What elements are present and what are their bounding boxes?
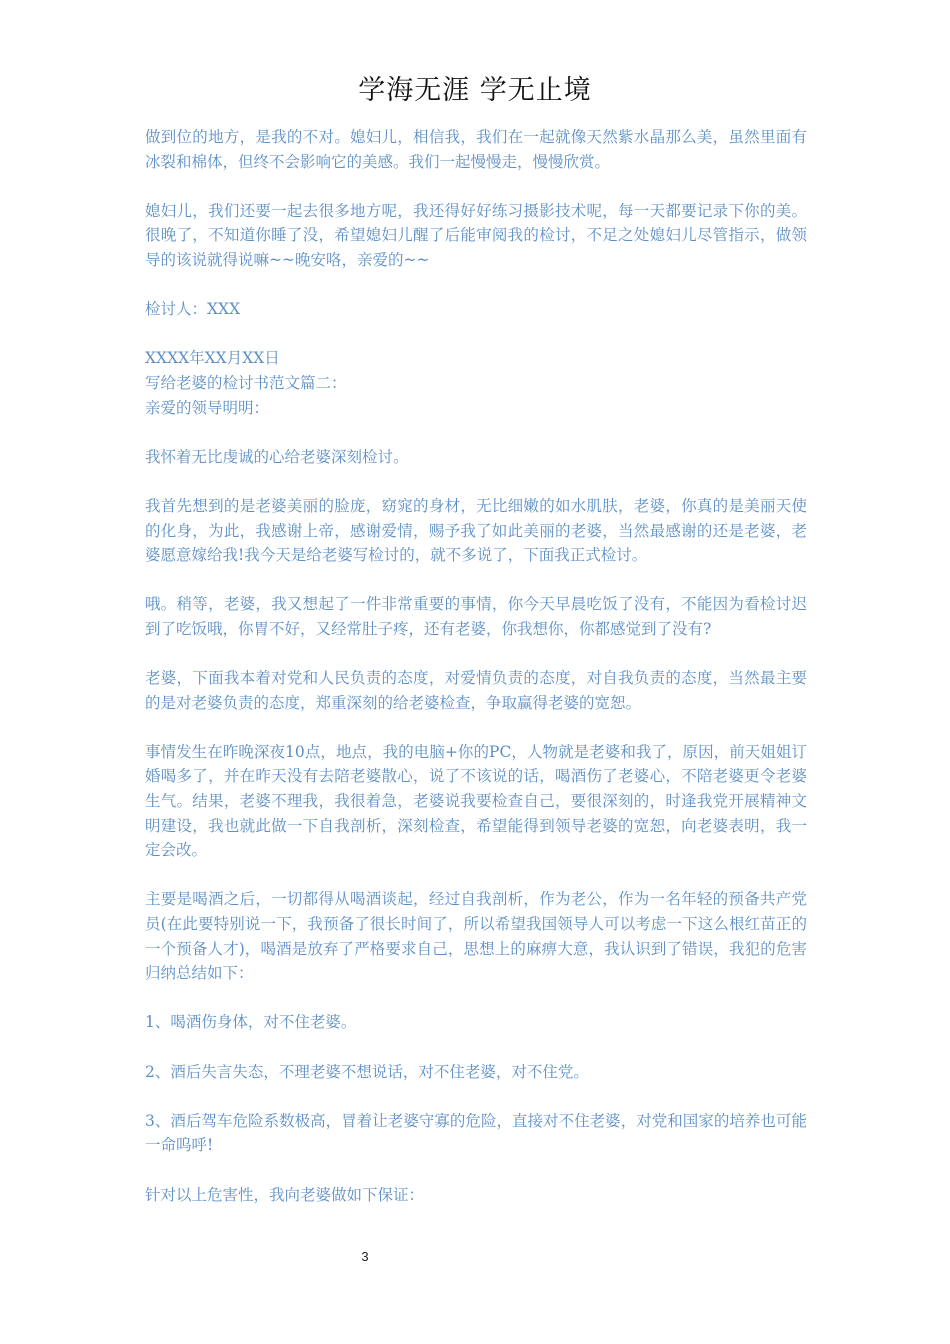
list-item-3: 3、酒后驾车危险系数极高，冒着让老婆守寡的危险，直接对不住老婆，对党和国家的培养也可能一命呜呼! [145, 1111, 807, 1155]
paragraph-2: 媳妇儿，我们还要一起去很多地方呢，我还得好好练习摄影技术呢，每一天都要记录下你的美。很晚了，不知道你睡了没，希望媳妇儿醒了后能审阅我的检讨，不足之处媳妇儿尽管指示，做领导的该说就得说嘛~~晚安咯，亲爱的~~ [145, 201, 807, 269]
page-number: 3 [361, 1249, 369, 1264]
date-line: XXXX年XX月XX日 [145, 349, 280, 368]
signature-line: 检讨人：XXX [145, 300, 241, 319]
salutation: 亲爱的领导明明： [145, 398, 270, 417]
page-header-title: 学海无涯 学无止境 [358, 75, 592, 106]
list-item-2: 2、酒后失言失态，不理老婆不想说话，对不住老婆，对不住党。 [145, 1062, 589, 1081]
paragraph-4: 我首先想到的是老婆美丽的脸庞，窈窕的身材，无比细嫩的如水肌肤，老婆，你真的是美丽天使的化身，为此，我感谢上帝，感谢爱情，赐予我了如此美丽的老婆，当然最感谢的还是老婆，老婆愿意嫁给我!我今天是给老婆写检讨的，就不多说了，下面我正式检讨。 [145, 496, 807, 565]
paragraph-6: 老婆，下面我本着对党和人民负责的态度，对爱情负责的态度，对自我负责的态度，当然最主要的是对老婆负责的态度，郑重深刻的给老婆检查，争取赢得老婆的宽恕。 [145, 669, 807, 712]
document-body [145, 125, 807, 1207]
paragraph-7: 事情发生在昨晚深夜10点，地点，我的电脑+你的PC，人物就是老婆和我了，原因，前天姐姐订婚喝多了，并在昨天没有去陪老婆散心，说了不该说的话，喝酒伤了老婆心，不陪老婆更令老婆生气。结果，老婆不理我，我很着急，老婆说我要检查自己，要很深刻的，时逢我党开展精神文明建设，我也就此做一下自我剖析，深刻检查，希望能得到领导老婆的宽恕，向老婆表明，我一定会改。 [145, 742, 807, 860]
paragraph-8: 主要是喝酒之后，一切都得从喝酒谈起，经过自我剖析，作为老公，作为一名年轻的预备共产党员(在此要特别说一下，我预备了很长时间了，所以希望我国领导人可以考虑一下这么根红苗正的一个预备人才)，喝酒是放弃了严格要求自己，思想上的麻痹大意，我认识到了错误，我犯的危害归纳总结如下： [145, 890, 807, 983]
paragraph-9: 针对以上危害性，我向老婆做如下保证： [145, 1185, 425, 1204]
paragraph-3: 我怀着无比虔诚的心给老婆深刻检讨。 [145, 447, 409, 466]
list-item-1: 1、喝酒伤身体，对不住老婆。 [145, 1013, 357, 1032]
section-heading: 写给老婆的检讨书范文篇二： [145, 373, 347, 392]
paragraph-5: 哦。稍等，老婆，我又想起了一件非常重要的事情，你今天早晨吃饭了没有，不能因为看检讨迟到了吃饭哦，你胃不好，又经常肚子疼，还有老婆，你我想你，你都感觉到了没有? [145, 595, 807, 638]
paragraph-1: 做到位的地方，是我的不对。媳妇儿，相信我，我们在一起就像天然紫水晶那么美，虽然里面有冰裂和棉体，但终不会影响它的美感。我们一起慢慢走，慢慢欣赏。 [145, 128, 807, 171]
